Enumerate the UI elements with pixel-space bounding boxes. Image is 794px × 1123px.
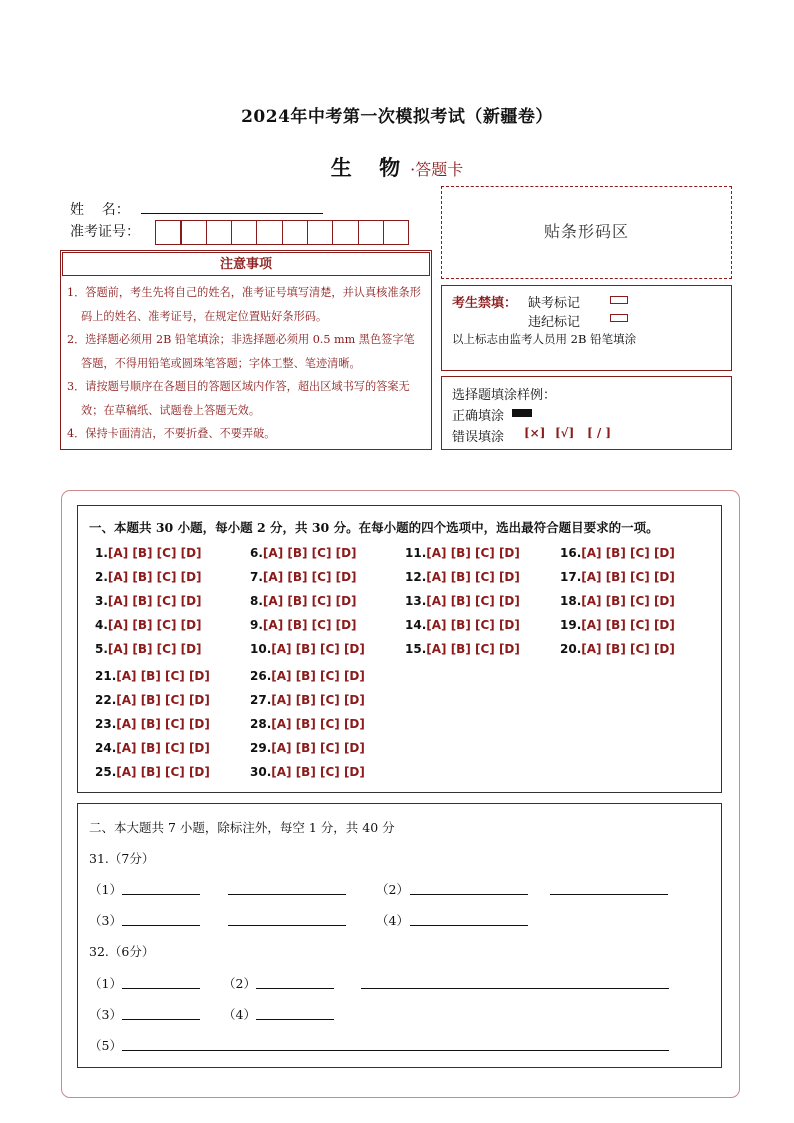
choice-options[interactable]: [A] [B] [C] [D] xyxy=(107,546,202,560)
question-number: 9. xyxy=(250,618,263,632)
choice-question[interactable] xyxy=(560,546,675,560)
name-field[interactable] xyxy=(141,213,323,214)
question-number: 25. xyxy=(95,765,117,779)
choice-options[interactable]: [A] [B] [C] [D] xyxy=(271,669,365,683)
question-number: 12. xyxy=(405,570,427,584)
exam-id-digit-box[interactable] xyxy=(231,220,258,245)
choice-question[interactable] xyxy=(250,618,357,632)
notice-item: 2．选择题必须用 2B 铅笔填涂；非选择题必须用 0.5 mm 黑色签字笔答题，不得用铅笔或圆珠笔答题；字体工整、笔迹清晰。 xyxy=(67,333,415,370)
choice-options[interactable]: [A] [B] [C] [D] xyxy=(426,618,520,632)
choice-question[interactable] xyxy=(95,594,202,608)
forbid-note: 以上标志由监考人员用 2B 铅笔填涂 xyxy=(452,332,637,346)
answer-line[interactable] xyxy=(122,1019,200,1020)
choice-section xyxy=(77,505,722,793)
choice-question[interactable] xyxy=(250,765,365,779)
notice-item: 3．请按题号顺序在各题目的答题区域内作答，超出区域书写的答案无效；在草稿纸、试题卷上答题无效。 xyxy=(67,380,410,417)
question-number: 6. xyxy=(250,546,263,560)
question-number: 13. xyxy=(405,594,427,608)
answer-line[interactable] xyxy=(256,988,334,989)
sample-title: 选择题填涂样例： xyxy=(452,388,557,403)
blank-label: （3） xyxy=(89,1007,122,1022)
blank-label: （1） xyxy=(89,976,122,991)
question-number: 17. xyxy=(560,570,582,584)
choice-question[interactable] xyxy=(250,546,357,560)
choice-question[interactable] xyxy=(560,642,675,656)
choice-options[interactable]: [A] [B] [C] [D] xyxy=(426,546,520,560)
choice-options[interactable]: [A] [B] [C] [D] xyxy=(116,765,210,779)
answer-line[interactable] xyxy=(410,925,528,926)
choice-question[interactable] xyxy=(405,642,520,656)
wrong-fill-label: 错误填涂 xyxy=(452,430,505,445)
question-number: 2. xyxy=(95,570,108,584)
question-number: 3. xyxy=(95,594,108,608)
choice-question[interactable] xyxy=(405,618,520,632)
exam-id-digit-box[interactable] xyxy=(282,220,309,245)
question-number: 22. xyxy=(95,693,117,707)
notice-panel xyxy=(60,250,432,450)
choice-options[interactable]: [A] [B] [C] [D] xyxy=(426,570,520,584)
blank-label: （2） xyxy=(376,882,409,897)
answer-line[interactable] xyxy=(361,988,669,989)
wrong-fill-mark: [√] xyxy=(555,426,575,440)
question-number: 30. xyxy=(250,765,272,779)
question-number: 8. xyxy=(250,594,263,608)
choice-options[interactable]: [A] [B] [C] [D] xyxy=(107,570,202,584)
choice-options[interactable]: [A] [B] [C] [D] xyxy=(426,594,520,608)
notice-title: 注意事项 xyxy=(62,252,430,276)
exam-id-digit-box[interactable] xyxy=(383,220,410,245)
question-31-label: 31.（7分） xyxy=(89,851,155,866)
question-32-label: 32.（6分） xyxy=(89,944,155,959)
violation-mark-box[interactable] xyxy=(610,314,628,322)
question-number: 14. xyxy=(405,618,427,632)
exam-id-digit-box[interactable] xyxy=(307,220,334,245)
choice-options[interactable]: [A] [B] [C] [D] xyxy=(581,546,675,560)
subject-title xyxy=(0,152,794,182)
absent-mark-label: 缺考标记 xyxy=(528,296,581,311)
notice-item: 1．答题前，考生先将自己的姓名，准考证号填写清楚，并认真核准条形码上的姓名、准考证号，在规定位置贴好条形码。 xyxy=(67,286,421,323)
exam-title: 2024年中考第一次模拟考试（新疆卷） xyxy=(241,107,553,127)
answer-line[interactable] xyxy=(122,925,200,926)
choice-question[interactable] xyxy=(560,618,675,632)
choice-options[interactable]: [A] [B] [C] [D] xyxy=(271,765,365,779)
answer-line[interactable] xyxy=(122,988,200,989)
question-number: 27. xyxy=(250,693,272,707)
blank-label: （5） xyxy=(89,1038,122,1053)
choice-question[interactable] xyxy=(95,669,210,683)
blank-label: （4） xyxy=(376,913,409,928)
choice-question[interactable] xyxy=(95,741,210,755)
question-number: 19. xyxy=(560,618,582,632)
answer-line[interactable] xyxy=(410,894,528,895)
answer-line[interactable] xyxy=(228,894,346,895)
choice-question[interactable] xyxy=(250,693,365,707)
question-number: 4. xyxy=(95,618,108,632)
choice-options[interactable]: [A] [B] [C] [D] xyxy=(262,594,357,608)
choice-options[interactable]: [A] [B] [C] [D] xyxy=(581,594,675,608)
exam-id-label: 准考证号： xyxy=(70,224,140,240)
choice-options[interactable]: [A] [B] [C] [D] xyxy=(262,546,357,560)
choice-options[interactable]: [A] [B] [C] [D] xyxy=(271,717,365,731)
choice-options[interactable]: [A] [B] [C] [D] xyxy=(262,570,357,584)
subject-name: 生 物 xyxy=(330,155,411,180)
question-number: 23. xyxy=(95,717,117,731)
exam-id-digit-box[interactable] xyxy=(206,220,233,245)
choice-question[interactable] xyxy=(405,594,520,608)
choice-question[interactable] xyxy=(250,741,365,755)
question-number: 24. xyxy=(95,741,117,755)
choice-question[interactable] xyxy=(250,594,357,608)
question-number: 10. xyxy=(250,642,272,656)
choice-question[interactable] xyxy=(250,669,365,683)
question-number: 11. xyxy=(405,546,427,560)
choice-question[interactable] xyxy=(95,765,210,779)
choice-question[interactable] xyxy=(95,570,202,584)
question-number: 1. xyxy=(95,546,108,560)
name-label: 姓 名： xyxy=(70,202,130,218)
choice-question[interactable] xyxy=(95,693,210,707)
choice-question[interactable] xyxy=(250,717,365,731)
blank-label: （3） xyxy=(89,913,122,928)
question-number: 16. xyxy=(560,546,582,560)
barcode-area: 贴条形码区 xyxy=(441,186,732,279)
choice-options[interactable]: [A] [B] [C] [D] xyxy=(271,642,365,656)
notice-item: 4．保持卡面清洁，不要折叠、不要弄破。 xyxy=(67,427,276,440)
exam-id-digit-box[interactable] xyxy=(180,220,207,245)
question-number: 18. xyxy=(560,594,582,608)
question-number: 28. xyxy=(250,717,272,731)
fill-sample-panel xyxy=(441,376,732,450)
answer-line[interactable] xyxy=(550,894,668,895)
exam-id-digit-box[interactable] xyxy=(332,220,359,245)
forbid-panel xyxy=(441,285,732,371)
question-number: 20. xyxy=(560,642,582,656)
exam-id-digit-box[interactable] xyxy=(155,220,182,245)
blank-label: （4） xyxy=(223,1007,256,1022)
choice-options[interactable]: [A] [B] [C] [D] xyxy=(262,618,357,632)
wrong-fill-mark: [×] xyxy=(524,426,546,440)
answer-line[interactable] xyxy=(122,1050,669,1051)
choice-options[interactable]: [A] [B] [C] [D] xyxy=(581,570,675,584)
choice-question[interactable] xyxy=(95,642,202,656)
choice-question[interactable] xyxy=(560,570,675,584)
fill-section xyxy=(77,803,722,1068)
choice-question[interactable] xyxy=(250,570,357,584)
choice-options[interactable]: [A] [B] [C] [D] xyxy=(271,693,365,707)
choice-options[interactable]: [A] [B] [C] [D] xyxy=(271,741,365,755)
question-number: 7. xyxy=(250,570,263,584)
choice-question[interactable] xyxy=(405,546,520,560)
question-number: 5. xyxy=(95,642,108,656)
correct-fill-mark xyxy=(512,409,532,417)
choice-question[interactable] xyxy=(95,618,202,632)
answer-line[interactable] xyxy=(228,925,346,926)
answer-line[interactable] xyxy=(256,1019,334,1020)
choice-question[interactable] xyxy=(560,594,675,608)
choice-options[interactable]: [A] [B] [C] [D] xyxy=(116,669,210,683)
wrong-fill-mark: [ / ] xyxy=(587,426,612,440)
choice-options[interactable]: [A] [B] [C] [D] xyxy=(581,642,675,656)
choice-options[interactable]: [A] [B] [C] [D] xyxy=(107,642,202,656)
question-number: 29. xyxy=(250,741,272,755)
question-number: 15. xyxy=(405,642,427,656)
choice-question[interactable] xyxy=(95,546,202,560)
choice-question[interactable] xyxy=(250,642,365,656)
blank-label: （1） xyxy=(89,882,122,897)
exam-id-digit-box[interactable] xyxy=(256,220,283,245)
card-subtitle: ·答题卡 xyxy=(410,160,464,179)
question-number: 21. xyxy=(95,669,117,683)
choice-options[interactable]: [A] [B] [C] [D] xyxy=(426,642,520,656)
exam-id-digit-box[interactable] xyxy=(358,220,385,245)
choice-options[interactable]: [A] [B] [C] [D] xyxy=(116,693,210,707)
choice-options[interactable]: [A] [B] [C] [D] xyxy=(107,618,202,632)
choice-options[interactable]: [A] [B] [C] [D] xyxy=(116,717,210,731)
exam-id-boxes xyxy=(155,220,408,245)
choice-question[interactable] xyxy=(95,717,210,731)
choice-options[interactable]: [A] [B] [C] [D] xyxy=(107,594,202,608)
choice-options[interactable]: [A] [B] [C] [D] xyxy=(116,741,210,755)
choice-section-heading: 一、本题共 30 小题，每小题 2 分，共 30 分。在每小题的四个选项中，选出最符合题目要求的一项。 xyxy=(89,520,659,535)
fill-section-heading: 二、本大题共 7 小题，除标注外，每空 1 分，共 40 分 xyxy=(89,820,395,835)
forbid-label: 考生禁填： xyxy=(452,296,518,311)
blank-label: （2） xyxy=(223,976,256,991)
choice-options[interactable]: [A] [B] [C] [D] xyxy=(581,618,675,632)
question-number: 26. xyxy=(250,669,272,683)
absent-mark-box[interactable] xyxy=(610,296,628,304)
violation-mark-label: 违纪标记 xyxy=(528,315,581,330)
correct-fill-label: 正确填涂 xyxy=(452,409,505,424)
choice-question[interactable] xyxy=(405,570,520,584)
answer-line[interactable] xyxy=(122,894,200,895)
